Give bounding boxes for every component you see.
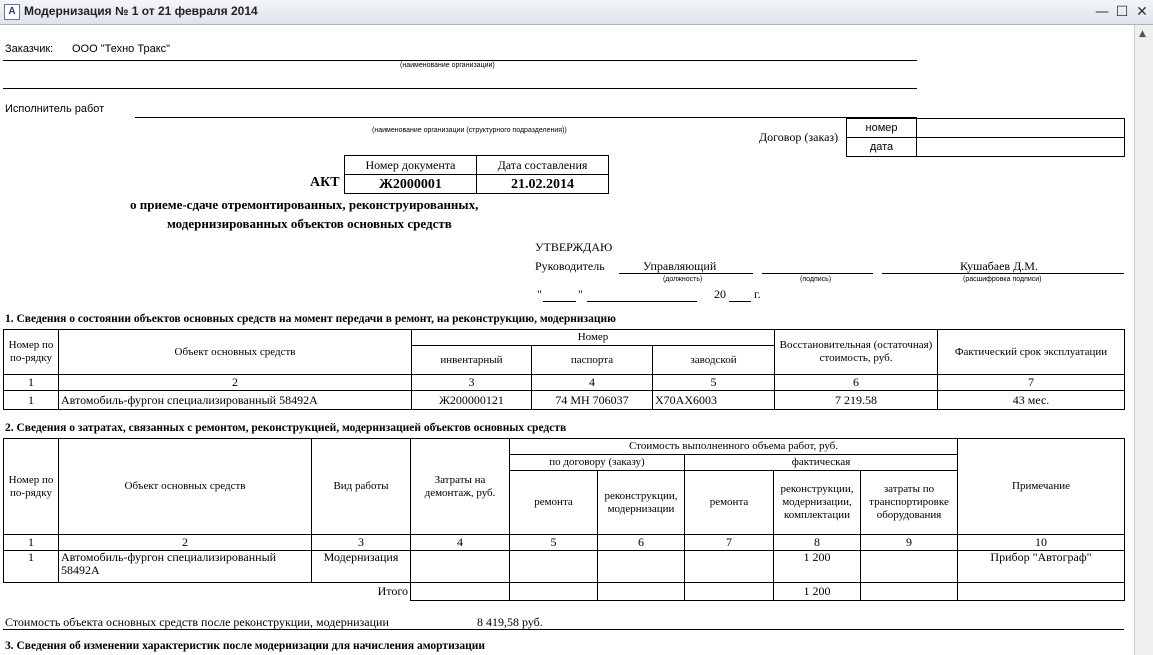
s2-head-reconstruction: реконструкции, модернизации [598, 471, 685, 535]
contract-number-label: номер [847, 119, 917, 138]
day-underline [543, 301, 576, 302]
s2-col-number: 4 [411, 535, 510, 551]
s2-total-transport [861, 583, 958, 601]
s1-row-cost: 7 219.58 [775, 391, 938, 410]
s2-head-work-type: Вид работы [312, 439, 411, 535]
s2-head-by-contract: по договору (заказу) [510, 455, 685, 471]
s2-row-num: 1 [4, 551, 59, 583]
s2-head-note: Примечание [958, 439, 1125, 535]
s2-col-number: 8 [774, 535, 861, 551]
document-area [0, 25, 1134, 655]
s2-total-reconstruction-actual: 1 200 [774, 583, 861, 601]
s1-col-number: 2 [59, 375, 412, 391]
window-titlebar [0, 0, 1153, 25]
customer-label: Заказчик: [5, 43, 54, 55]
table-row [4, 391, 1125, 410]
s1-head-period: Фактический срок эксплуатации [938, 330, 1125, 375]
s1-head-number-group: Номер [412, 330, 775, 346]
contractor-underline [135, 117, 917, 118]
app-icon: A [4, 4, 20, 20]
act-title-line2: модернизированных объектов основных средств [167, 216, 452, 231]
s1-col-number: 1 [4, 375, 59, 391]
doc-number-header: Номер документа [345, 156, 477, 175]
head-position: Управляющий [643, 259, 717, 273]
s2-col-number: 10 [958, 535, 1125, 551]
s2-col-number: 2 [59, 535, 312, 551]
customer-underline [3, 60, 917, 61]
year-suffix: г. [754, 287, 761, 301]
month-underline [587, 301, 697, 302]
s2-head-num: Номер по по-рядку [4, 439, 59, 535]
section2-table [3, 438, 1125, 601]
s2-row-reconstruction [598, 551, 685, 583]
total-row [4, 583, 1125, 601]
head-name: Кушабаев Д.М. [960, 259, 1038, 273]
contractor-caption: (наименование организации (структурного подразделения)) [372, 127, 567, 134]
contract-table [846, 118, 1125, 157]
s2-col-number: 6 [598, 535, 685, 551]
vertical-scrollbar[interactable] [1134, 25, 1153, 655]
s2-row-object: Автомобиль-фургон специализированный 58492А [59, 551, 312, 583]
s1-head-passport: паспорта [532, 346, 653, 375]
s1-head-cost: Восстановительная (остаточная) стоимость, руб. [775, 330, 938, 375]
summary-value: 8 419,58 руб. [477, 615, 543, 629]
s2-head-transport: затраты по транспортировке оборудования [861, 471, 958, 535]
contract-date-label: дата [847, 138, 917, 157]
s2-col-number: 5 [510, 535, 598, 551]
s1-row-inventory: Ж200000121 [412, 391, 532, 410]
doc-date-header: Дата составления [477, 156, 609, 175]
table-row [4, 551, 1125, 583]
window-title: Модернизация № 1 от 21 февраля 2014 [24, 4, 258, 18]
head-label: Руководитель [535, 259, 605, 273]
date-quote-open: " [537, 287, 542, 301]
s1-col-number: 4 [532, 375, 653, 391]
s1-col-number: 7 [938, 375, 1125, 391]
s1-head-inventory: инвентарный [412, 346, 532, 375]
s1-row-factory: Х70АХ6003 [653, 391, 775, 410]
signature-caption: (подпись) [800, 276, 832, 283]
s2-col-number: 7 [685, 535, 774, 551]
s2-total-dismantle [411, 583, 510, 601]
s2-head-dismantle: Затраты на демонтаж, руб. [411, 439, 510, 535]
s2-row-work-type: Модернизация [312, 551, 411, 583]
customer-underline-2 [3, 88, 917, 89]
s2-total-repair [510, 583, 598, 601]
s1-head-object: Объект основных средств [59, 330, 412, 375]
s2-head-cost-group: Стоимость выполненного объема работ, руб. [510, 439, 958, 455]
s2-head-actual: фактическая [685, 455, 958, 471]
s2-total-repair-actual [685, 583, 774, 601]
doc-number-value: Ж2000001 [345, 175, 477, 194]
s2-col-number-row [4, 535, 1125, 551]
s1-col-number: 5 [653, 375, 775, 391]
signature-underline [762, 273, 873, 274]
approve-label: УТВЕРЖДАЮ [535, 240, 613, 254]
s2-row-dismantle [411, 551, 510, 583]
summary-underline [3, 629, 1124, 630]
customer-value: ООО "Техно Тракс" [72, 43, 171, 55]
s2-row-note: Прибор "Автограф" [958, 551, 1125, 583]
s2-total-reconstruction [598, 583, 685, 601]
act-title-line1: о приеме-сдаче отремонтированных, реконструированных, [130, 197, 479, 212]
maximize-button[interactable]: ☐ [1115, 4, 1129, 20]
section2-title: 2. Сведения о затратах, связанных с ремонтом, реконструкцией, модернизацией объектов основных средств [5, 422, 567, 434]
position-caption: (должность) [663, 276, 703, 283]
act-label: АКТ [310, 175, 340, 190]
name-caption: (расшифровка подписи) [963, 276, 1042, 283]
s1-col-number: 3 [412, 375, 532, 391]
doc-date-value: 21.02.2014 [477, 175, 609, 194]
minimize-button[interactable]: — [1095, 4, 1109, 20]
section3-title: 3. Сведения об изменении характеристик после модернизации для начисления амортизации [5, 640, 485, 652]
summary-label: Стоимость объекта основных средств после реконструкции, модернизации [5, 615, 389, 629]
s1-head-num: Номер по по-рядку [4, 330, 59, 375]
contract-number-value [917, 119, 1125, 138]
s2-head-object: Объект основных средств [59, 439, 312, 535]
org-caption: (наименование организации) [400, 62, 495, 69]
year-prefix: 20 [714, 287, 726, 301]
contract-date-value [917, 138, 1125, 157]
s2-row-repair-actual [685, 551, 774, 583]
s2-row-repair [510, 551, 598, 583]
position-underline [619, 273, 753, 274]
s2-col-number: 3 [312, 535, 411, 551]
s2-total-label: Итого [4, 583, 411, 601]
s2-total-note [958, 583, 1125, 601]
s2-row-transport [861, 551, 958, 583]
contractor-label: Исполнитель работ [5, 103, 105, 115]
year-underline [729, 301, 751, 302]
s1-col-number: 6 [775, 375, 938, 391]
s2-head-reconstruction-actual: реконструкции, модернизации, комплектации [774, 471, 861, 535]
s1-row-object: Автомобиль-фургон специализированный 58492А [59, 391, 412, 410]
section1-table [3, 329, 1125, 410]
section1-title: 1. Сведения о состоянии объектов основных средств на момент передачи в ремонт, на реконструкцию, модернизацию [5, 313, 616, 325]
s1-row-num: 1 [4, 391, 59, 410]
document-number-table [344, 155, 609, 194]
s1-row-passport: 74 МН 706037 [532, 391, 653, 410]
s2-col-number: 9 [861, 535, 958, 551]
close-button[interactable]: ✕ [1136, 4, 1148, 20]
s2-head-repair-actual: ремонта [685, 471, 774, 535]
contract-label: Договор (заказ) [759, 130, 839, 144]
s2-head-repair: ремонта [510, 471, 598, 535]
s1-head-factory: заводской [653, 346, 775, 375]
scroll-up-icon[interactable]: ▲ [1139, 29, 1146, 39]
s1-row-period: 43 мес. [938, 391, 1125, 410]
s2-col-number: 1 [4, 535, 59, 551]
date-quote-close: " [578, 287, 583, 301]
s2-row-reconstruction-actual: 1 200 [774, 551, 861, 583]
s1-col-number-row [4, 375, 1125, 391]
